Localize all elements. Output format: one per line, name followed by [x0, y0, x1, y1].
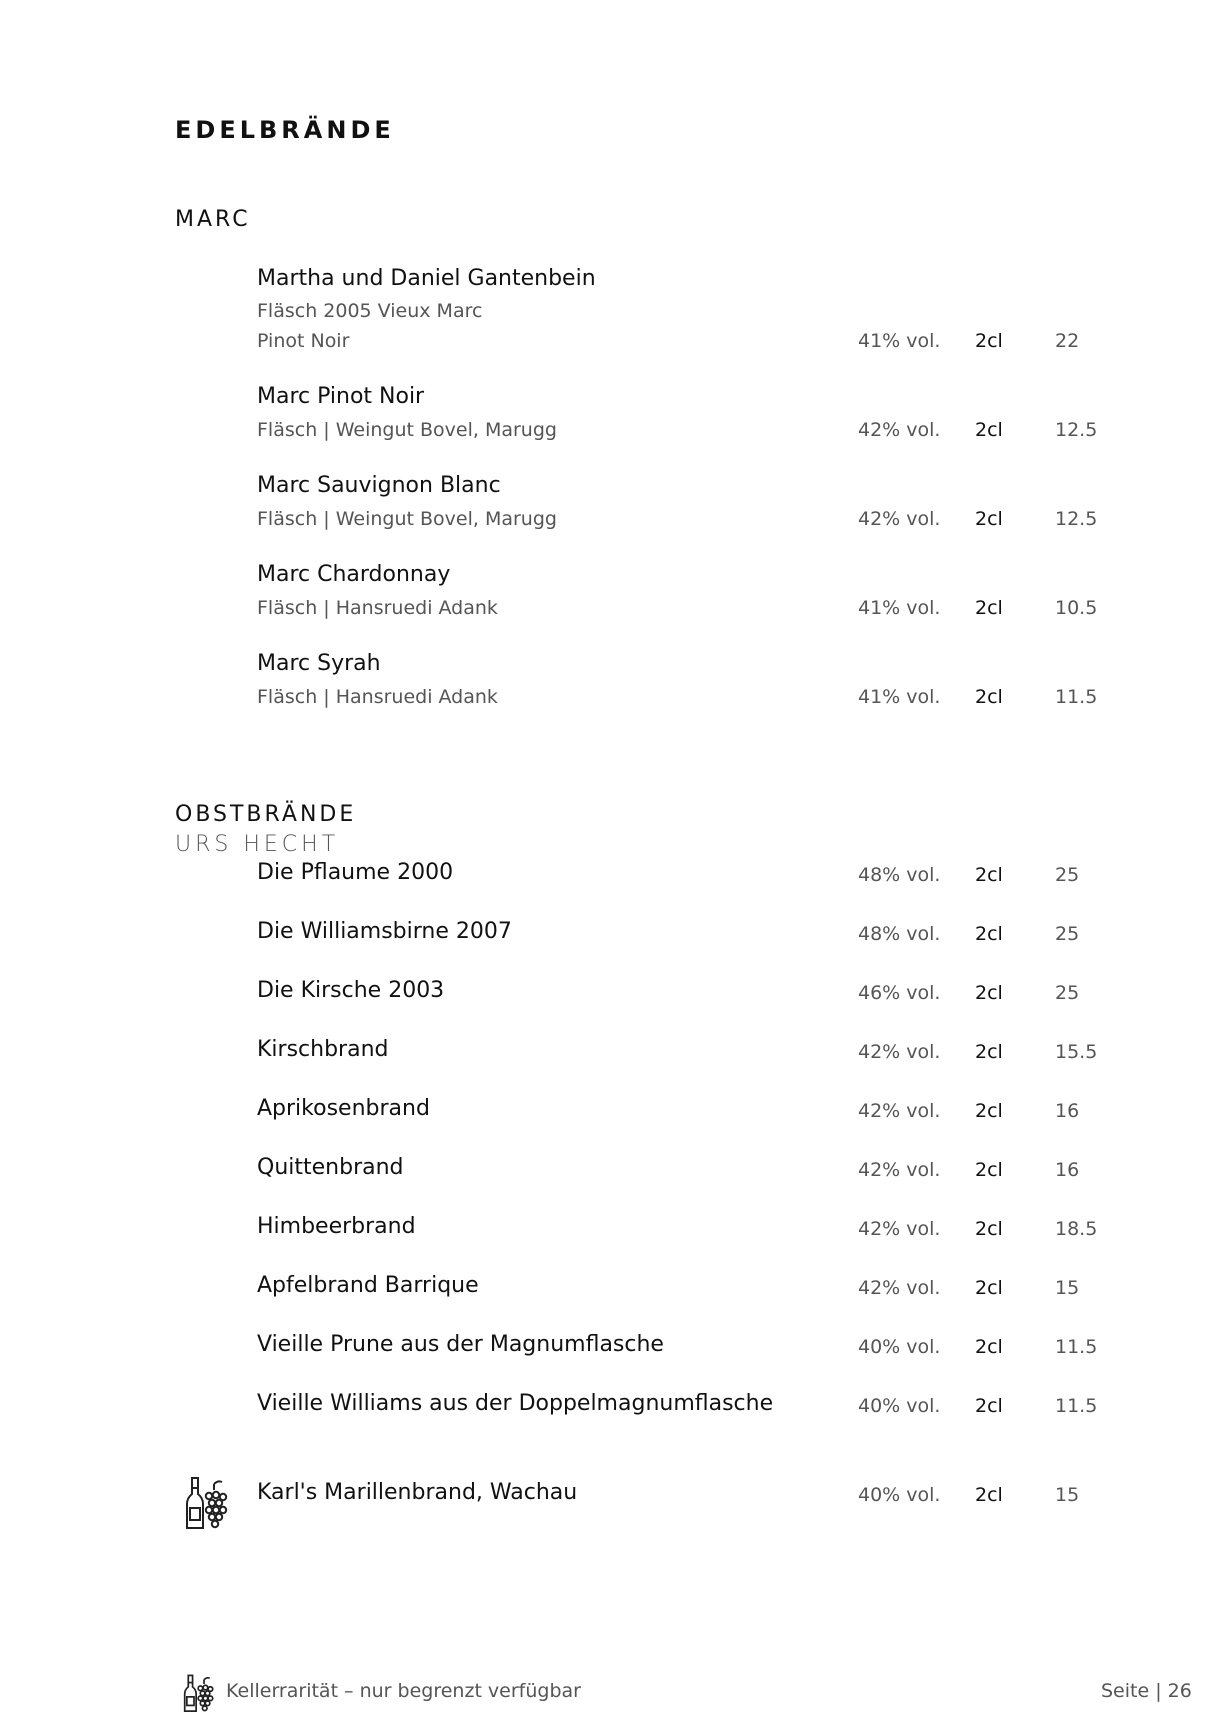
- item-name: Martha und Daniel Gantenbein: [257, 266, 596, 291]
- item-size: 2cl: [975, 982, 1003, 1004]
- item-price: 11.5: [1055, 1336, 1098, 1358]
- item-size: 2cl: [975, 923, 1003, 945]
- page-number: Seite | 26: [1101, 1680, 1192, 1702]
- item-price: 25: [1055, 864, 1080, 886]
- item-name: Die Kirsche 2003: [257, 978, 445, 1003]
- item-name: Karl's Marillenbrand, Wachau: [257, 1480, 578, 1505]
- item-name: Apfelbrand Barrique: [257, 1273, 479, 1298]
- page-title: EDELBRÄNDE: [175, 116, 395, 144]
- footer-legend: Kellerrarität – nur begrenzt verfügbar: [226, 1680, 581, 1702]
- item-size: 2cl: [975, 1277, 1003, 1299]
- item-price: 22: [1055, 330, 1080, 352]
- item-price: 10.5: [1055, 597, 1098, 619]
- item-name: Die Williamsbirne 2007: [257, 919, 512, 944]
- section-heading-marc: MARC: [175, 207, 251, 232]
- item-size: 2cl: [975, 1159, 1003, 1181]
- item-price: 12.5: [1055, 419, 1098, 441]
- item-vol: 42% vol.: [858, 1159, 941, 1181]
- item-size: 2cl: [975, 1218, 1003, 1240]
- item-name: Aprikosenbrand: [257, 1096, 430, 1121]
- item-vol: 42% vol.: [858, 1100, 941, 1122]
- item-price: 16: [1055, 1100, 1080, 1122]
- item-price: 11.5: [1055, 686, 1098, 708]
- item-name: Vieille Williams aus der Doppelmagnumflasche: [257, 1391, 774, 1416]
- item-price: 12.5: [1055, 508, 1098, 530]
- item-desc: Fläsch | Hansruedi Adank: [257, 597, 498, 619]
- item-price: 18.5: [1055, 1218, 1098, 1240]
- item-vol: 48% vol.: [858, 923, 941, 945]
- item-name: Marc Syrah: [257, 651, 381, 676]
- item-desc: Pinot Noir: [257, 330, 350, 352]
- item-name: Die Pflaume 2000: [257, 860, 454, 885]
- item-price: 11.5: [1055, 1395, 1098, 1417]
- item-vol: 42% vol.: [858, 419, 941, 441]
- item-desc: Fläsch | Weingut Bovel, Marugg: [257, 508, 557, 530]
- section-subheading-urs-hecht: URS HECHT: [175, 832, 340, 857]
- item-size: 2cl: [975, 864, 1003, 886]
- item-size: 2cl: [975, 1100, 1003, 1122]
- item-price: 25: [1055, 923, 1080, 945]
- item-price: 25: [1055, 982, 1080, 1004]
- item-size: 2cl: [975, 1041, 1003, 1063]
- item-price: 15.5: [1055, 1041, 1098, 1063]
- item-desc: Fläsch | Weingut Bovel, Marugg: [257, 419, 557, 441]
- cellar-rarity-icon: [182, 1674, 216, 1714]
- item-price: 15: [1055, 1484, 1080, 1506]
- item-name: Marc Chardonnay: [257, 562, 451, 587]
- item-vol: 41% vol.: [858, 330, 941, 352]
- item-size: 2cl: [975, 686, 1003, 708]
- item-name: Kirschbrand: [257, 1037, 389, 1062]
- item-name: Marc Sauvignon Blanc: [257, 473, 501, 498]
- item-size: 2cl: [975, 1395, 1003, 1417]
- item-desc: Fläsch 2005 Vieux Marc: [257, 300, 483, 322]
- item-vol: 40% vol.: [858, 1336, 941, 1358]
- item-price: 16: [1055, 1159, 1080, 1181]
- item-price: 15: [1055, 1277, 1080, 1299]
- item-vol: 42% vol.: [858, 1041, 941, 1063]
- item-size: 2cl: [975, 330, 1003, 352]
- item-name: Quittenbrand: [257, 1155, 404, 1180]
- item-vol: 42% vol.: [858, 1218, 941, 1240]
- item-vol: 48% vol.: [858, 864, 941, 886]
- item-vol: 40% vol.: [858, 1395, 941, 1417]
- item-vol: 41% vol.: [858, 597, 941, 619]
- item-vol: 40% vol.: [858, 1484, 941, 1506]
- item-vol: 42% vol.: [858, 1277, 941, 1299]
- cellar-rarity-icon: [184, 1476, 230, 1532]
- item-name: Vieille Prune aus der Magnumflasche: [257, 1332, 664, 1357]
- item-name: Marc Pinot Noir: [257, 384, 425, 409]
- item-desc: Fläsch | Hansruedi Adank: [257, 686, 498, 708]
- item-size: 2cl: [975, 1484, 1003, 1506]
- item-size: 2cl: [975, 597, 1003, 619]
- section-heading-obstbraende: OBSTBRÄNDE: [175, 802, 357, 827]
- item-vol: 42% vol.: [858, 508, 941, 530]
- item-size: 2cl: [975, 1336, 1003, 1358]
- item-name: Himbeerbrand: [257, 1214, 416, 1239]
- item-vol: 41% vol.: [858, 686, 941, 708]
- item-size: 2cl: [975, 419, 1003, 441]
- item-vol: 46% vol.: [858, 982, 941, 1004]
- item-size: 2cl: [975, 508, 1003, 530]
